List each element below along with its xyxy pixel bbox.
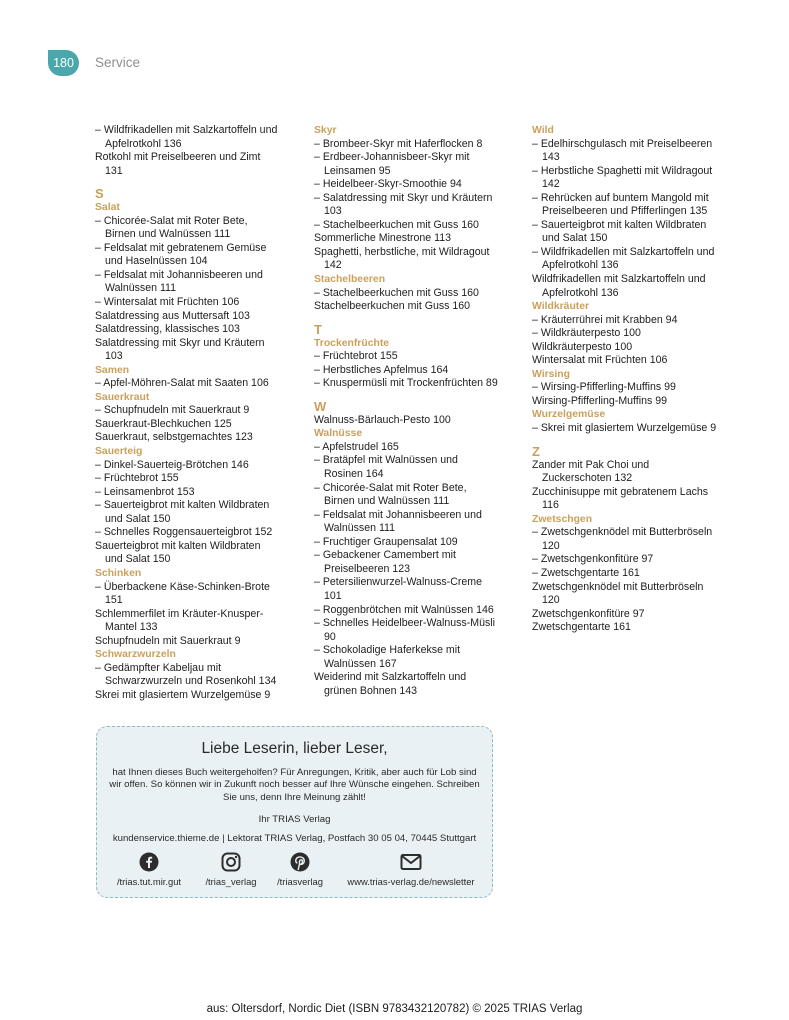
index-entry: Walnuss-Bärlauch-Pesto 100	[314, 413, 451, 426]
index-keyword-wild: Wild	[532, 125, 554, 136]
index-entry: Wirsing-Pfifferling-Muffins 99	[532, 394, 668, 407]
box-title: Liebe Leserin, lieber Leser,	[201, 740, 388, 757]
index-subentry: – Schnelles Heidelbeer-Walnuss-Müsli 90	[314, 617, 499, 644]
social-instagram[interactable]	[193, 852, 269, 887]
index-subentry: – Schupfnudeln mit Sauerkraut 9	[95, 404, 280, 418]
index-letter-s: S	[95, 186, 104, 202]
index-subentry: – Salatdressing mit Skyr und Kräutern 103	[314, 192, 499, 219]
index-subentry: – Heidelbeer-Skyr-Smoothie 94	[314, 178, 499, 192]
index-entry: Wildkräuterpesto 100	[532, 340, 633, 353]
index-entry: Sauerteigbrot mit kalten Wildbraten und Salat 150	[95, 539, 261, 566]
reader-feedback-box	[96, 726, 493, 898]
index-keyword-stachelbeeren: Stachelbeeren	[314, 274, 386, 286]
index-entry: Salatdressing mit Skyr und Kräutern 103	[95, 336, 265, 363]
index-subentry: – Zwetschgenkonfitüre 97	[532, 553, 717, 567]
index-entry: Sauerkraut-Blechkuchen 125	[95, 417, 232, 430]
social-newsletter[interactable]	[341, 852, 481, 887]
social-pinterest[interactable]	[267, 852, 333, 887]
index-keyword-trockenfruechte: Trockenfrüchte	[314, 337, 390, 349]
index-subentry: – Knuspermüsli mit Trockenfrüchten 89	[314, 377, 499, 391]
index-subentry: – Wintersalat mit Früchten 106	[95, 296, 280, 310]
index-subentry: – Früchtebrot 155	[95, 472, 280, 486]
index-entry: Zander mit Pak Choi und Zuckerschoten 132	[532, 458, 650, 485]
index-subentry: – Gedämpfter Kabeljau mit Schwarzwurzeln und Rosenkohl 134	[95, 662, 280, 689]
box-signature: Ihr TRIAS Verlag	[258, 814, 331, 826]
index-keyword-sauerkraut: Sauerkraut	[95, 391, 150, 403]
page-number-badge: 180	[48, 50, 79, 76]
pinterest-handle: /triasverlag	[277, 876, 323, 887]
index-subentry: – Edelhirschgulasch mit Preiselbeeren 143	[532, 138, 717, 165]
section-title: Service	[95, 55, 141, 70]
index-column-2	[314, 124, 499, 698]
index-keyword-zwetschgen: Zwetschgen	[532, 513, 593, 525]
index-entry: Wintersalat mit Früchten 106	[532, 354, 668, 367]
index-keyword-schwarzwurzeln: Schwarzwurzeln	[95, 649, 176, 661]
index-entry: Skrei mit glasiertem Wurzelgemüse 9	[95, 688, 271, 701]
index-subentry: – Apfel-Möhren-Salat mit Saaten 106	[95, 377, 280, 391]
facebook-icon	[139, 852, 159, 872]
index-keyword-walnuesse: Walnüsse	[314, 428, 363, 440]
index-letter-z: Z	[532, 443, 540, 459]
index-subentry: – Erdbeer-Johannisbeer-Skyr mit Leinsamen 95	[314, 151, 499, 178]
index-keyword-salat: Salat	[95, 202, 120, 214]
index-subentry: – Sauerteigbrot mit kalten Wildbraten und Salat 150	[95, 499, 280, 526]
index-keyword-skyr: Skyr	[314, 125, 337, 136]
index-subentry: – Feldsalat mit gebratenem Gemüse und Haselnüssen 104	[95, 242, 280, 269]
index-subentry: – Kräuterrührei mit Krabben 94	[532, 314, 717, 328]
index-entry: Sauerkraut, selbstgemachtes 123	[95, 431, 253, 444]
index-subentry: – Zwetschgentarte 161	[532, 567, 717, 581]
index-entry: Schupfnudeln mit Sauerkraut 9	[95, 634, 241, 647]
index-subentry: – Wildkräuterpesto 100	[532, 327, 717, 341]
index-subentry: – Dinkel-Sauerteig-Brötchen 146	[95, 459, 280, 473]
index-subentry: – Früchtebrot 155	[314, 350, 499, 364]
index-entry: Weiderind mit Salzkartoffeln und grünen Bohnen 143	[314, 671, 467, 697]
index-subentry: – Wildfrikadellen mit Salzkartoffeln und Apfelrotkohl 136	[95, 124, 280, 151]
index-keyword-schinken: Schinken	[95, 567, 142, 579]
index-subentry: – Sauerteigbrot mit kalten Wildbraten und Salat 150	[532, 219, 717, 246]
index-subentry: – Gebackener Camembert mit Preiselbeeren 123	[314, 549, 499, 576]
index-subentry: – Feldsalat mit Johannisbeeren und Walnüssen 111	[314, 509, 499, 536]
index-keyword-sauerteig: Sauerteig	[95, 446, 143, 458]
index-entry: Stachelbeerkuchen mit Guss 160	[314, 300, 471, 313]
index-column-1	[95, 124, 280, 702]
index-subentry: – Brombeer-Skyr mit Haferflocken 8	[314, 138, 499, 152]
index-keyword-wirsing: Wirsing	[532, 368, 571, 380]
index-subentry: – Roggenbrötchen mit Walnüssen 146	[314, 604, 499, 618]
index-entry: Spaghetti, herbstliche, mit Wildragout 142	[314, 245, 490, 272]
index-keyword-wildkraeuter: Wildkräuter	[532, 301, 590, 313]
index-subentry: – Wildfrikadellen mit Salzkartoffeln und Apfelrotkohl 136	[532, 246, 717, 273]
index-entry: Sommerliche Minestrone 113	[314, 232, 451, 245]
index-entry: Schlemmerfilet im Kräuter-Knusper-Mantel 133	[95, 607, 264, 634]
index-entry: Salatdressing, klassisches 103	[95, 323, 240, 336]
index-subentry: – Rehrücken auf buntem Mangold mit Preiselbeeren und Pfifferlingen 135	[532, 192, 717, 219]
index-subentry: – Stachelbeerkuchen mit Guss 160	[314, 287, 499, 301]
index-subentry: – Wirsing-Pfifferling-Muffins 99	[532, 381, 717, 395]
index-subentry: – Chicorée-Salat mit Roter Bete, Birnen und Walnüssen 111	[314, 482, 499, 509]
index-subentry: – Chicorée-Salat mit Roter Bete, Birnen und Walnüssen 111	[95, 215, 280, 242]
index-entry: Zwetschgenknödel mit Butterbröseln 120	[532, 580, 704, 607]
index-subentry: – Skrei mit glasiertem Wurzelgemüse 9	[532, 422, 717, 436]
index-entry: Zucchinisuppe mit gebratenem Lachs 116	[532, 485, 709, 512]
index-subentry: – Apfelstrudel 165	[314, 441, 499, 455]
index-subentry: – Zwetschgenknödel mit Butterbröseln 120	[532, 526, 717, 553]
index-entry: Zwetschgenkonfitüre 97	[532, 607, 645, 620]
index-keyword-wurzelgemuese: Wurzelgemüse	[532, 409, 606, 421]
index-entry: Rotkohl mit Preiselbeeren und Zimt 131	[95, 151, 261, 177]
social-facebook[interactable]	[109, 852, 189, 887]
index-subentry: – Stachelbeerkuchen mit Guss 160	[314, 219, 499, 233]
index-subentry: – Überbackene Käse-Schinken-Brote 151	[95, 581, 280, 608]
index-subentry: – Petersilienwurzel-Walnuss-Creme 101	[314, 576, 499, 603]
index-subentry: – Schnelles Roggensauerteigbrot 152	[95, 526, 280, 540]
index-subentry: – Schokoladige Haferkekse mit Walnüssen 167	[314, 644, 499, 671]
mail-icon	[400, 852, 422, 872]
instagram-icon	[221, 852, 241, 872]
index-subentry: – Herbstliche Spaghetti mit Wildragout 142	[532, 165, 717, 192]
index-subentry: – Bratäpfel mit Walnüssen und Rosinen 164	[314, 454, 499, 481]
index-letter-w: W	[314, 398, 327, 414]
page-footer-citation: aus: Oltersdorf, Nordic Diet (ISBN 9783432120782) © 2025 TRIAS Verlag	[206, 1003, 583, 1015]
index-entry: Wildfrikadellen mit Salzkartoffeln und Apfelrotkohl 136	[532, 273, 706, 299]
index-subentry: – Feldsalat mit Johannisbeeren und Walnüssen 111	[95, 269, 280, 296]
box-body-text: hat Ihnen dieses Buch weitergeholfen? Für Anregungen, Kritik, aber auch für Lob sind wir offen. So können wir in Zukunft noch besser auf Ihre Wünsche eingehen. Schreiben Sie uns, denn Ihre Meinung zählt!	[109, 767, 480, 803]
index-entry: Salatdressing aus Muttersaft 103	[95, 309, 250, 322]
index-subentry: – Fruchtiger Graupensalat 109	[314, 536, 499, 550]
box-contact-line[interactable]: kundenservice.thieme.de | Lektorat TRIAS Verlag, Postfach 30 05 04, 70445 Stuttgart	[112, 833, 477, 845]
pinterest-icon	[290, 852, 310, 872]
index-entry: Zwetschgentarte 161	[532, 621, 631, 634]
index-letter-t: T	[314, 321, 322, 337]
facebook-handle: /trias.tut.mir.gut	[116, 876, 182, 887]
index-keyword-samen: Samen	[95, 364, 130, 376]
index-subentry: – Herbstliches Apfelmus 164	[314, 364, 499, 378]
instagram-handle: /trias_verlag	[205, 876, 257, 887]
newsletter-link: www.trias-verlag.de/newsletter	[347, 876, 475, 887]
index-subentry: – Leinsamenbrot 153	[95, 486, 280, 500]
index-column-3	[532, 124, 717, 635]
